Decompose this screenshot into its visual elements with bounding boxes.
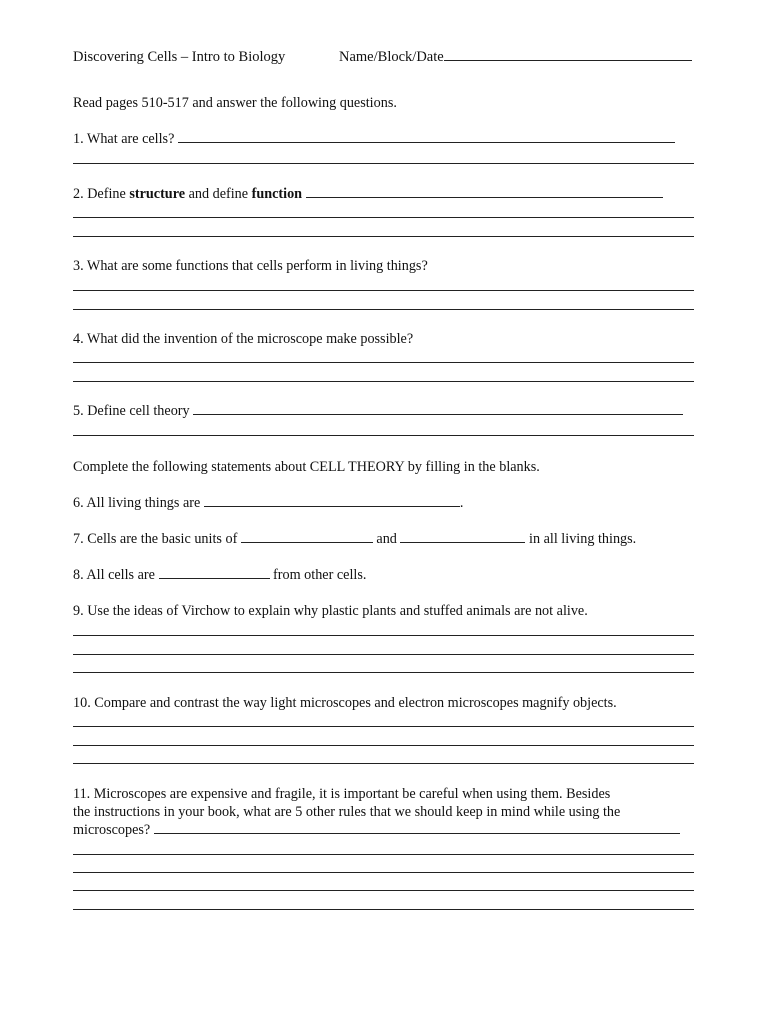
question-11-text-end: microscopes?: [73, 822, 151, 838]
question-1-blank[interactable]: [178, 130, 675, 143]
answer-line[interactable]: [73, 163, 694, 164]
question-11-line-2: the instructions in your book, what are 5 other rules that we should keep in mind while using the: [73, 804, 621, 820]
term-function: function: [251, 186, 303, 202]
question-8: [73, 566, 366, 584]
question-2: [73, 185, 663, 203]
question-5-text: 5. Define cell theory: [73, 403, 190, 419]
question-7-blank-2[interactable]: [400, 530, 525, 543]
question-5-blank[interactable]: [193, 402, 683, 415]
answer-line[interactable]: [73, 763, 694, 764]
question-11-line-1: 11. Microscopes are expensive and fragile, it is important be careful when using them. Besides: [73, 786, 611, 802]
answer-line[interactable]: [73, 872, 694, 873]
question-7-blank-1[interactable]: [241, 530, 373, 543]
name-block-date: [339, 48, 692, 66]
question-2-prefix: 2. Define: [73, 186, 130, 202]
question-6-blank[interactable]: [204, 494, 460, 507]
question-8-blank[interactable]: [159, 566, 270, 579]
question-3: 3. What are some functions that cells perform in living things?: [73, 258, 428, 274]
question-7-suffix: in all living things.: [529, 531, 637, 547]
answer-line[interactable]: [73, 909, 694, 910]
answer-line[interactable]: [73, 745, 694, 746]
name-blank[interactable]: [444, 48, 692, 61]
question-10: 10. Compare and contrast the way light microscopes and electron microscopes magnify objects.: [73, 695, 617, 711]
question-6-text: 6. All living things are: [73, 495, 201, 511]
answer-line[interactable]: [73, 362, 694, 363]
answer-line[interactable]: [73, 236, 694, 237]
question-5: [73, 402, 683, 420]
question-7: [73, 530, 636, 548]
term-structure: structure: [129, 186, 186, 202]
name-label: Name/Block/Date: [339, 49, 444, 65]
question-7-prefix: 7. Cells are the basic units of: [73, 531, 238, 547]
question-9: 9. Use the ideas of Virchow to explain why plastic plants and stuffed animals are not alive.: [73, 603, 588, 619]
worksheet-title: Discovering Cells – Intro to Biology: [73, 49, 286, 65]
answer-line[interactable]: [73, 217, 694, 218]
cell-theory-instructions: Complete the following statements about CELL THEORY by filling in the blanks.: [73, 459, 540, 475]
question-1: [73, 130, 675, 148]
answer-line[interactable]: [73, 854, 694, 855]
question-2-blank[interactable]: [306, 185, 663, 198]
question-6: [73, 494, 463, 512]
answer-line[interactable]: [73, 726, 694, 727]
answer-line[interactable]: [73, 381, 694, 382]
instructions: Read pages 510-517 and answer the following questions.: [73, 95, 397, 111]
question-4: 4. What did the invention of the microscope make possible?: [73, 331, 414, 347]
question-6-end: .: [459, 495, 464, 511]
answer-line[interactable]: [73, 290, 694, 291]
question-7-middle: and: [376, 531, 397, 547]
answer-line[interactable]: [73, 435, 694, 436]
answer-line[interactable]: [73, 309, 694, 310]
answer-line[interactable]: [73, 672, 694, 673]
question-8-suffix: from other cells.: [273, 567, 367, 583]
question-11-blank[interactable]: [154, 821, 680, 834]
question-1-text: 1. What are cells?: [73, 131, 175, 147]
answer-line[interactable]: [73, 654, 694, 655]
question-11-line-3: [73, 821, 680, 839]
answer-line[interactable]: [73, 635, 694, 636]
answer-line[interactable]: [73, 890, 694, 891]
question-8-prefix: 8. All cells are: [73, 567, 155, 583]
question-2-middle: and define: [185, 186, 252, 202]
